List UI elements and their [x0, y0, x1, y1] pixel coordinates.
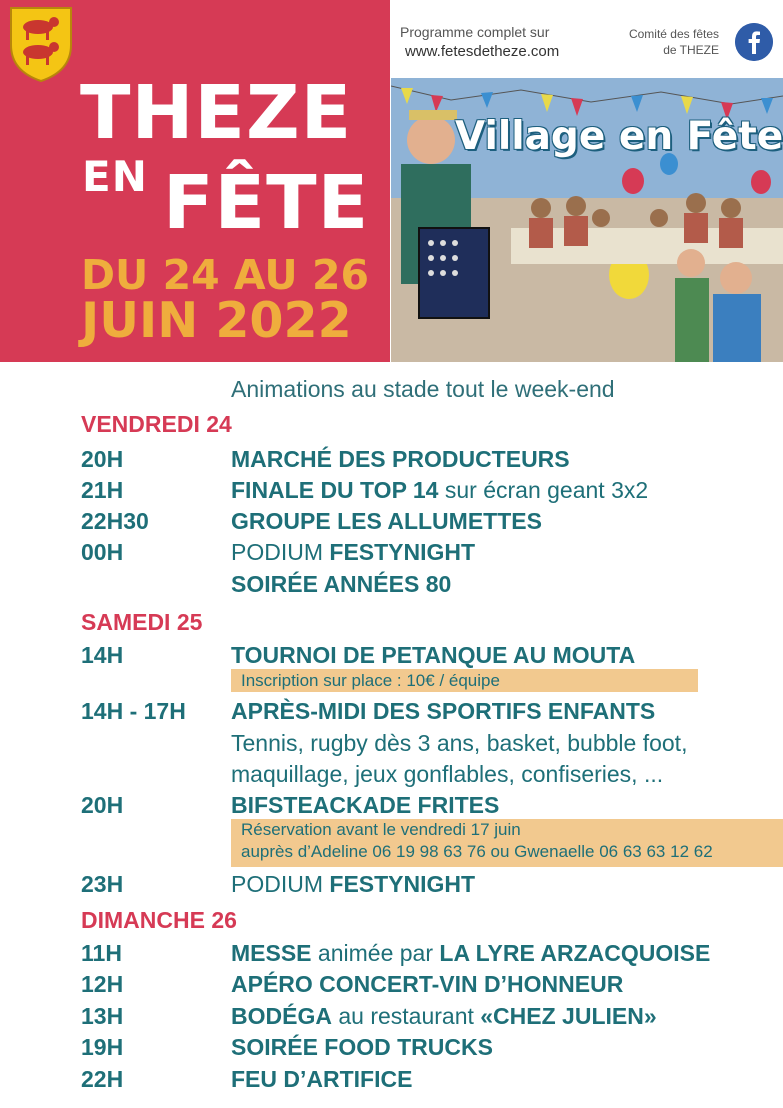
- event-time: 20H: [81, 792, 124, 818]
- event-title-bold: FINALE DU TOP 14: [231, 477, 439, 503]
- day-heading-vendredi: VENDREDI 24: [81, 411, 232, 437]
- event-title-bold: MESSE: [231, 940, 312, 966]
- event-time: 19H: [81, 1034, 124, 1060]
- event-title: [231, 642, 635, 669]
- dates-range: DU 24 AU 26: [81, 251, 370, 299]
- title-fete: FÊTE: [163, 160, 370, 246]
- event-title: [231, 1034, 493, 1061]
- event-title-bold: FEU D’ARTIFICE: [231, 1066, 413, 1092]
- event-time: 12H: [81, 971, 124, 997]
- event-title: [231, 792, 499, 819]
- event-title: [231, 477, 648, 504]
- event-time: 20H: [81, 446, 124, 472]
- event-time: 00H: [81, 539, 124, 565]
- event-title-bold: BODÉGA: [231, 1003, 332, 1029]
- event-time: 21H: [81, 477, 124, 503]
- event-detail: maquillage, jeux gonflables, confiseries, ...: [231, 761, 664, 787]
- event-title-bold: SOIRÉE ANNÉES 80: [231, 571, 452, 597]
- event-title-mid: animée par: [311, 940, 440, 966]
- event-title-mid: au restaurant: [331, 1003, 481, 1029]
- event-time: 22H: [81, 1066, 124, 1092]
- event-time: 14H - 17H: [81, 698, 186, 724]
- event-title: [231, 1003, 657, 1030]
- event-title: [231, 1066, 412, 1093]
- event-time: 14H: [81, 642, 124, 668]
- website-link[interactable]: www.fetesdetheze.com: [405, 43, 560, 60]
- event-title-bold: APÉRO CONCERT-VIN D’HONNEUR: [231, 971, 624, 997]
- event-title-bold: BIFSTEACKADE FRITES: [231, 792, 500, 818]
- event-title: [231, 698, 655, 725]
- comite-line-2: de THEZE: [663, 43, 719, 57]
- comite-line-1: Comité des fêtes: [628, 27, 719, 41]
- coat-of-arms-icon: [8, 5, 74, 83]
- comite-label: [599, 26, 719, 58]
- event-note: [231, 819, 783, 867]
- event-title-pre: PODIUM: [231, 871, 330, 897]
- event-time: 13H: [81, 1003, 124, 1029]
- intro-text: Animations au stade tout le week-end: [231, 376, 615, 402]
- event-title: [231, 508, 542, 535]
- event-detail: Tennis, rugby dès 3 ans, basket, bubble foot,: [231, 730, 688, 756]
- event-time: 22H30: [81, 508, 149, 534]
- event-title-bold: GROUPE LES ALLUMETTES: [231, 508, 542, 534]
- day-heading-samedi: SAMEDI 25: [81, 609, 203, 635]
- event-title-bold: FESTYNIGHT: [329, 539, 476, 565]
- title-en: EN: [82, 152, 148, 201]
- event-note: Inscription sur place : 10€ / équipe: [231, 669, 698, 692]
- event-title: [231, 940, 710, 967]
- event-note-line: auprès d’Adeline 06 19 98 63 76 ou Gwenaelle 06 63 63 12 62: [241, 842, 713, 861]
- event-title-pre: PODIUM: [231, 539, 330, 565]
- facebook-icon[interactable]: [735, 23, 773, 61]
- event-time: 23H: [81, 871, 124, 897]
- event-title-bold: «CHEZ JULIEN»: [480, 1003, 657, 1029]
- dates-month-year: JUIN 2022: [81, 292, 352, 349]
- illustration-title: Village en Fête: [455, 114, 783, 159]
- event-note-line: Réservation avant le vendredi 17 juin: [241, 820, 521, 839]
- event-title-bold: LA LYRE ARZACQUOISE: [439, 940, 711, 966]
- title-theze: THEZE: [80, 70, 353, 156]
- event-title-bold: APRÈS-MIDI DES SPORTIFS ENFANTS: [231, 698, 656, 724]
- event-title: [231, 446, 570, 473]
- website-label: Programme complet sur: [400, 24, 550, 40]
- event-time: 11H: [81, 940, 122, 966]
- event-title-rest: sur écran geant 3x2: [438, 477, 649, 503]
- event-title-bold: MARCHÉ DES PRODUCTEURS: [231, 446, 570, 472]
- event-title-bold: TOURNOI DE PETANQUE AU MOUTA: [231, 642, 636, 668]
- event-title: [231, 539, 475, 566]
- day-heading-dimanche: DIMANCHE 26: [81, 907, 237, 933]
- event-title: [231, 971, 623, 998]
- event-title-bold: FESTYNIGHT: [329, 871, 476, 897]
- event-title: [231, 571, 451, 598]
- event-title: [231, 871, 475, 898]
- event-title-bold: SOIRÉE FOOD TRUCKS: [231, 1034, 493, 1060]
